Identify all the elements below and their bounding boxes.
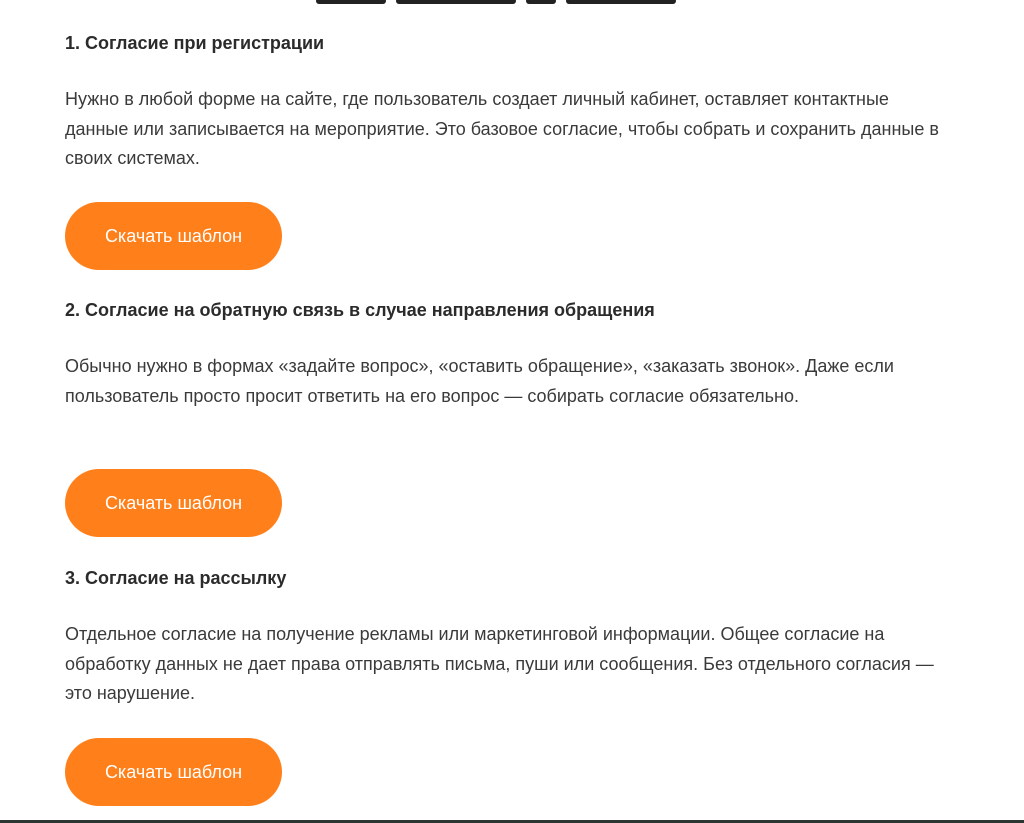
cut-off-page-heading xyxy=(316,0,711,4)
section-description: Нужно в любой форме на сайте, где пользователь создает личный кабинет, оставляет контактные данные или записывается на мероприятие. Это базовое согласие, чтобы собрать и сохранить данные в своих системах. xyxy=(65,89,939,168)
section-description: Обычно нужно в формах «задайте вопрос», «оставить обращение», «заказать звонок». Даже если пользователь просто просит ответить на его вопрос — собирать согласие обязательно. xyxy=(65,356,894,406)
section-description: Отдельное согласие на получение рекламы или маркетинговой информации. Общее согласие на обработку данных не дает права отправлять письма, пуши или сообщения. Без отдельного согласия — это нарушение. xyxy=(65,624,934,703)
section-title: 3. Согласие на рассылку xyxy=(65,568,287,588)
download-template-button[interactable]: Скачать шаблон xyxy=(65,202,282,270)
section-title: 1. Согласие при регистрации xyxy=(65,33,325,53)
section-title: 2. Согласие на обратную связь в случае направления обращения xyxy=(65,300,655,320)
download-template-button[interactable]: Скачать шаблон xyxy=(65,469,282,537)
download-template-button[interactable]: Скачать шаблон xyxy=(65,738,282,806)
